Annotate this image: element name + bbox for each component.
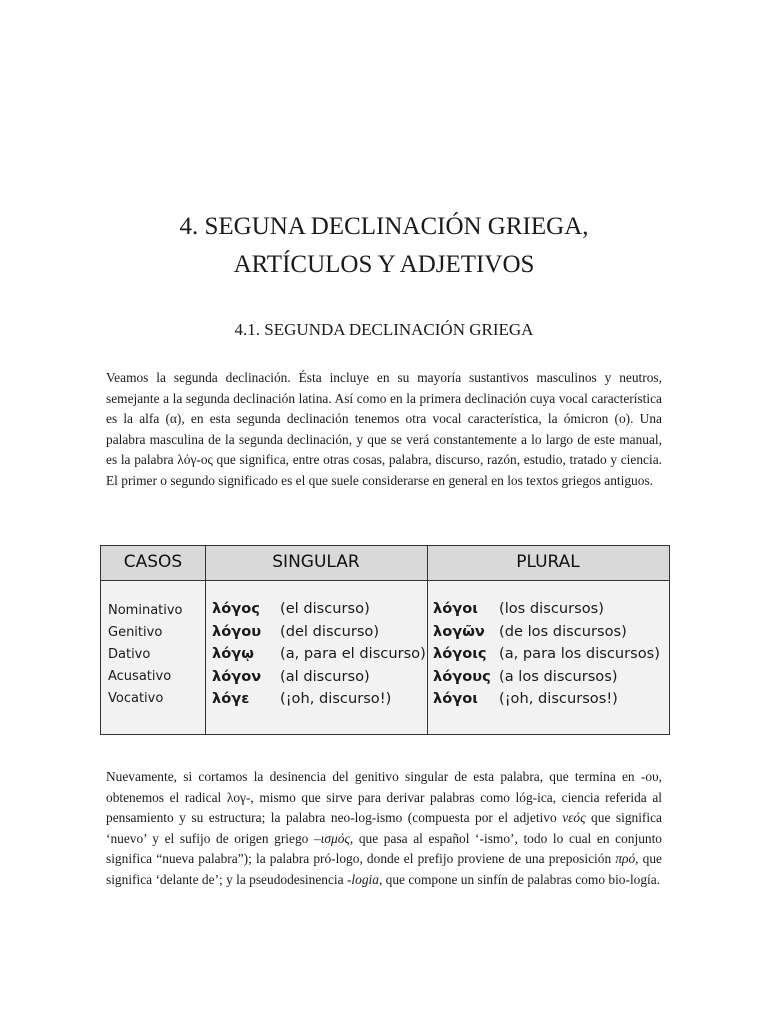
translation: (de los discursos)	[499, 622, 627, 640]
plural-form	[433, 643, 660, 666]
chapter-title	[0, 208, 768, 284]
translation: (¡oh, discursos!)	[499, 690, 618, 707]
case-label: Dativo	[108, 647, 151, 662]
section-title: 4.1. SEGUNDA DECLINACIÓN GRIEGA	[234, 320, 534, 339]
greek-word: λόγους	[433, 667, 491, 685]
singular-form	[212, 621, 426, 644]
paragraph-text: , que compone un sinfín de palabras como bio-logía.	[378, 871, 661, 887]
header-singular: SINGULAR	[272, 552, 360, 572]
greek-word: λογῶν	[433, 622, 485, 640]
singular-form	[212, 643, 426, 666]
translation: (al discurso)	[280, 667, 370, 685]
greek-word: λόγοι	[433, 690, 478, 707]
translation: (los discursos)	[499, 600, 604, 617]
translation: (del discurso)	[280, 622, 380, 640]
greek-word: λόγον	[212, 667, 262, 685]
greek-word: λόγῳ	[212, 645, 254, 662]
translation: (el discurso)	[280, 600, 370, 617]
declension-table	[100, 545, 670, 735]
column-divider	[205, 546, 206, 734]
greek-word: λόγοι	[433, 600, 478, 617]
italic-term: –ισμός	[313, 830, 350, 846]
singular-form	[212, 598, 426, 621]
italic-term: logia	[351, 871, 379, 887]
cases-column	[108, 600, 183, 710]
paragraph-text: , que pasa al español ‘-ismo’, todo lo cual en conjunto significa “nueva palabra”); la palabra pró-logo, donde el prefijo proviene de una preposición	[106, 830, 663, 867]
translation: (¡oh, discurso!)	[280, 690, 392, 707]
paragraph-text: , que significa ‘delante de’; y la pseudodesinencia -	[106, 851, 662, 887]
singular-form	[212, 666, 426, 689]
chapter-title-line-1: 4. SEGUNA DECLINACIÓN GRIEGA,	[179, 213, 589, 240]
header-cases: CASOS	[123, 552, 183, 572]
plural-column	[433, 598, 660, 711]
header-plural: PLURAL	[516, 552, 580, 572]
intro-paragraph: Veamos la segunda declinación. Ésta incluye en su mayoría sustantivos masculinos y neutros, semejante a la segunda declinación latina. Así como en la primera declinación cuya vocal característica es la alfa (α), en esta segunda declinación tenemos otra vocal característica, la ómicron (ο). Una palabra masculina de la segunda declinación, y que se verá constantemente a lo largo de este manual, es la palabra λόγ-ος que significa, entre otras cosas, palabra, discurso, razón, estudio, tratado y ciencia. El primer o segundo significado es el que suele considerarse en general en los textos griegos antiguos.	[106, 370, 662, 488]
chapter-title-line-2: ARTÍCULOS Y ADJETIVOS	[233, 251, 535, 278]
translation: (a los discursos)	[499, 667, 618, 685]
case-label: Nominativo	[108, 603, 183, 618]
plural-form	[433, 598, 660, 621]
greek-word: λόγε	[212, 690, 250, 707]
greek-word: λόγος	[212, 600, 260, 617]
paragraph-text: que significa ‘nuevo’ y el sufijo de origen griego	[106, 810, 662, 846]
case-label: Acusativo	[108, 669, 172, 684]
translation: (a, para el discurso)	[280, 645, 426, 662]
italic-term: νεός	[562, 810, 586, 826]
plural-form	[433, 688, 660, 711]
derivation-paragraph	[106, 767, 662, 891]
table-header-row	[101, 546, 669, 581]
singular-column	[212, 598, 426, 711]
paragraph-text: Nuevamente, si cortamos la desinencia del genitivo singular de esta palabra, que termina en -ου, obtenemos el radical λογ-, mismo que sirve para derivar palabras como lóg-ica, ciencia referida al pensamiento y su estructura; la palabra neo-log-ismo (compuesta por el adjetivo	[106, 769, 662, 826]
case-label: Genitivo	[108, 625, 163, 640]
greek-word: λόγοις	[433, 645, 487, 662]
plural-form	[433, 621, 660, 644]
column-divider	[427, 546, 428, 734]
italic-term: πρό	[615, 851, 636, 867]
case-label: Vocativo	[108, 691, 164, 706]
plural-form	[433, 666, 660, 689]
singular-form	[212, 688, 426, 711]
translation: (a, para los discursos)	[499, 645, 660, 662]
greek-word: λόγου	[212, 622, 262, 640]
